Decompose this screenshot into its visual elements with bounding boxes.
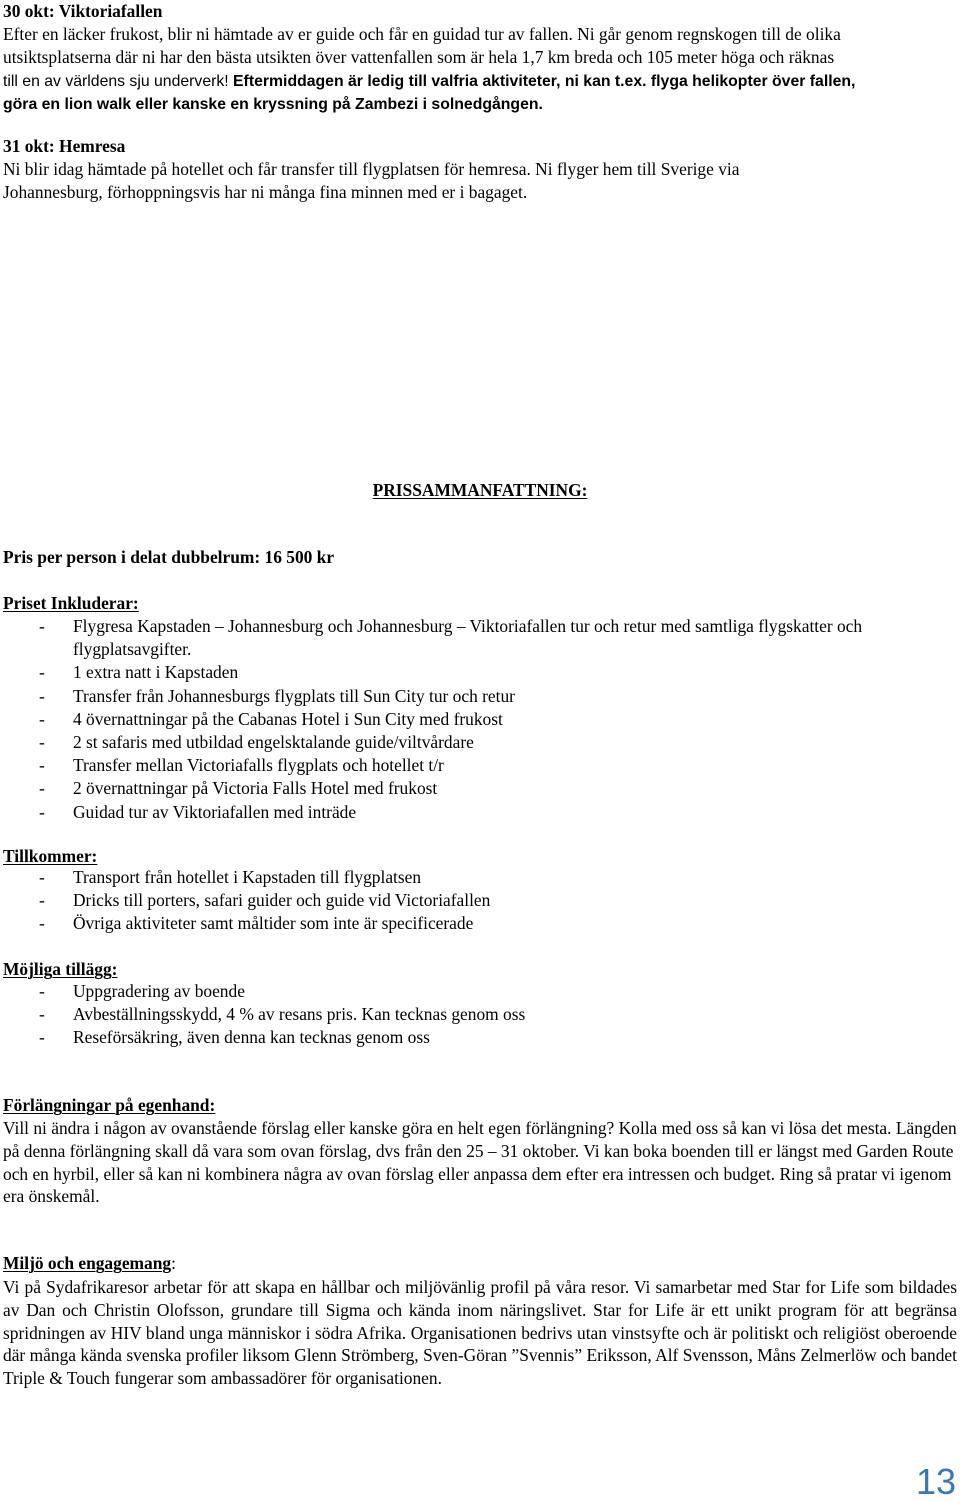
list-item xyxy=(3,685,957,708)
extensions-text: Vill ni ändra i någon av ovanstående förslag eller kanske göra en helt egen förlängning? Kolla med oss så kan vi lösa det mesta. Längden på denna förlängning skall då vara som ovan förslag, dvs från den 25 – 31 oktober. Vi kan boka boenden till er längst med Garden Route och en hyrbil, eller så kan ni kombinera några av ovan förslag eller anpassa dem efter era intressen och budget. Ring så pratar vi igenom era önskemål. xyxy=(3,1118,957,1207)
list-item-text: Transfer mellan Victoriafalls flygplats och hotellet t/r xyxy=(73,755,444,776)
addons-list-wrap xyxy=(3,980,957,1050)
environment-heading: Miljö och engagemang xyxy=(3,1253,172,1273)
list-item-text: 1 extra natt i Kapstaden xyxy=(73,662,239,683)
day31-text-line: Ni blir idag hämtade på hotellet och får transfer till flygplatsen för hemresa. Ni flyger hem till Sverige via xyxy=(3,159,740,179)
dash-bullet: - xyxy=(39,1004,45,1025)
day30-sans-text: till en av världens sju underverk! xyxy=(3,73,229,90)
list-item xyxy=(3,731,957,754)
list-item xyxy=(3,801,957,824)
list-item-text: Reseförsäkring, även denna kan tecknas genom oss xyxy=(73,1027,430,1048)
list-item-text: 2 st safaris med utbildad engelsktalande guide/viltvårdare xyxy=(73,732,474,753)
day30-text-line xyxy=(3,69,957,93)
extra-list-wrap xyxy=(3,866,957,936)
list-item-text: Flygresa Kapstaden – Johannesburg och Johannesburg – Viktoriafallen tur och retur med samtliga flygskatter och flygplatsavgifter. xyxy=(73,616,863,660)
list-item-text: 2 övernattningar på Victoria Falls Hotel med frukost xyxy=(73,778,438,799)
included-heading: Priset Inkluderar: xyxy=(3,593,139,613)
list-item xyxy=(3,615,957,661)
dash-bullet: - xyxy=(39,867,45,887)
day30-bold-text: Eftermiddagen är ledig till valfria aktiviteter, ni kan t.ex. flyga helikopter över fallen, xyxy=(233,73,856,90)
dash-bullet: - xyxy=(39,890,45,911)
list-item xyxy=(3,777,957,800)
list-item-text: Uppgradering av boende xyxy=(73,981,245,1001)
list-item-text: 4 övernattningar på the Cabanas Hotel i Sun City med frukost xyxy=(73,708,503,729)
list-item-text: Transfer från Johannesburgs flygplats till Sun City tur och retur xyxy=(73,685,515,706)
list-item xyxy=(3,912,957,935)
extra-heading: Tillkommer: xyxy=(3,846,98,866)
list-item xyxy=(3,980,957,1003)
list-item-text: Guidad tur av Viktoriafallen med inträde xyxy=(73,801,357,822)
dash-bullet: - xyxy=(39,801,45,822)
dash-bullet: - xyxy=(39,1027,45,1048)
environment-heading-row xyxy=(3,1252,176,1275)
dash-bullet: - xyxy=(39,662,45,683)
dash-bullet: - xyxy=(39,778,45,799)
day31-heading: 31 okt: Hemresa xyxy=(3,136,126,156)
extra-list xyxy=(3,866,957,936)
dash-bullet: - xyxy=(39,616,45,636)
included-list-wrap xyxy=(3,615,957,824)
day30-text-line: utsiktsplatserna där ni har den bästa utsikten över vattenfallen som är hela 1,7 km breda och 105 meter höga och räknas xyxy=(3,47,835,67)
list-item-text: Avbeställningsskydd, 4 % av resans pris. Kan tecknas genom oss xyxy=(73,1004,526,1025)
list-item xyxy=(3,661,957,684)
page-number: 13 xyxy=(915,1461,956,1502)
dash-bullet: - xyxy=(39,913,45,934)
price-summary-title: PRISSAMMANFATTNING: xyxy=(372,480,588,500)
day31-text-line: Johannesburg, förhoppningsvis har ni många fina minnen med er i bagaget. xyxy=(3,182,528,202)
dash-bullet: - xyxy=(39,685,45,706)
list-item xyxy=(3,1003,957,1026)
extensions-heading: Förlängningar på egenhand: xyxy=(3,1095,216,1115)
day30-heading: 30 okt: Viktoriafallen xyxy=(3,1,163,21)
list-item xyxy=(3,889,957,912)
list-item xyxy=(3,866,957,889)
list-item xyxy=(3,754,957,777)
dash-bullet: - xyxy=(39,755,45,776)
list-item-text: Transport från hotellet i Kapstaden till flygplatsen xyxy=(73,867,422,887)
price-per-person: Pris per person i delat dubbelrum: 16 500 kr xyxy=(3,547,335,567)
dash-bullet: - xyxy=(39,732,45,753)
day30-text-line xyxy=(3,92,957,116)
addons-list xyxy=(3,980,957,1050)
included-list xyxy=(3,615,957,824)
dash-bullet: - xyxy=(39,981,45,1001)
addons-heading: Möjliga tillägg: xyxy=(3,959,118,979)
environment-text: Vi på Sydafrikaresor arbetar för att skapa en hållbar och miljövänlig profil på våra resor. Vi samarbetar med Star for Life som bildades av Dan och Christin Olofsson, grundare till Sigma och kända inom näringslivet. Star for Life är ett unikt program för att begränsa spridningen av HIV bland unga människor i södra Afrika. Organisationen bedrivs utan vinstsyfte och är politiskt och religiöst oberoende där många kända svenska profiler liksom Glenn Strömberg, Sven-Göran ”Svennis” Eriksson, Alf Svensson, Måns Zelmerlöw och bandet Triple & Touch fungerar som ambassadörer för organisationen. xyxy=(3,1277,957,1389)
day30-bold-text: göra en lion walk eller kanske en kryssning på Zambezi i solnedgången. xyxy=(3,96,543,113)
list-item-text: Dricks till porters, safari guider och guide vid Victoriafallen xyxy=(73,890,491,911)
dash-bullet: - xyxy=(39,708,45,729)
list-item xyxy=(3,708,957,731)
day30-text-line: Efter en läcker frukost, blir ni hämtade av er guide och får en guidad tur av fallen. Ni går genom regnskogen till de olika xyxy=(3,24,841,44)
list-item xyxy=(3,1026,957,1049)
list-item-text: Övriga aktiviteter samt måltider som inte är specificerade xyxy=(73,913,474,934)
environment-heading-colon: : xyxy=(171,1253,176,1273)
